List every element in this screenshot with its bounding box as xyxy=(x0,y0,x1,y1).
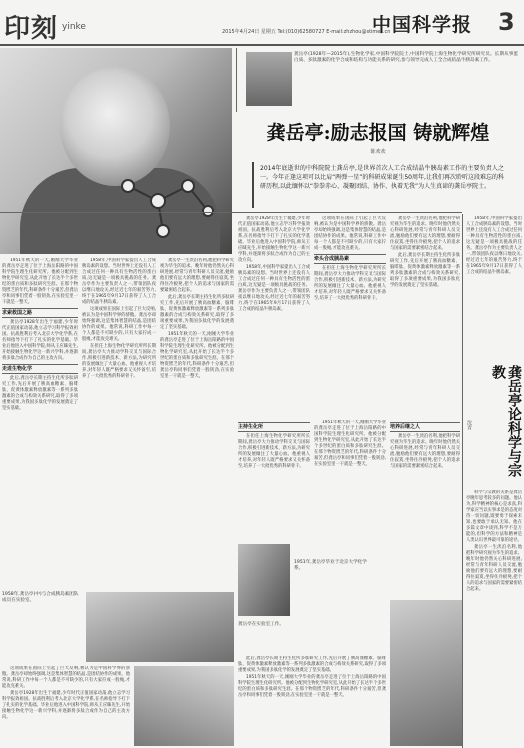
paragraph: 1958年,中国科学家提出人工合成胰岛素的设想。当时世界上还没有人工合成过任何一种具有生物活性的蛋白质,这无疑是一项极具挑战的任务。龚岳亭作为主要负责人之一,带领团队夜以继日地攻关,经过近七年的艰苦努力,终于在1965年9月17日获得了人工合成的结晶牛胰岛素。 xyxy=(238,265,310,312)
masthead-meta: 2015年4月24日 星期五 Tel:(010)62580727 E-mail:zhzhou@stimes.cn xyxy=(222,29,391,35)
paragraph: 龚岳亭一生淡泊名利,他把科学研究视为毕生的追求。晚年时他仍然关心科研进展,经常与青年科研人员交流,勉励他们要有远大的理想,要耐得住寂寞,坐得住冷板凳,把个人的追求与国家的需要紧密结合起来。 xyxy=(390,216,460,251)
article-column-2 xyxy=(82,258,156,588)
article-column-4 xyxy=(238,216,310,416)
paragraph: 龚岳亭一生淡泊名利,他把科学研究视为毕生的追求。晚年时他仍然关心科研进展,经常与青年科研人员交流,勉励他们要有远大的理想,要耐得住寂寞,坐得住冷板凳,把个人的追求与国家的需要紧密结合起来。 xyxy=(160,258,234,293)
lab-work-photo xyxy=(134,666,234,746)
article-column-9 xyxy=(314,420,386,540)
headline: 龚岳亭:励志报国 铸就辉煌 xyxy=(266,122,490,144)
paragraph: 科学与宗教的关系是龚岳亭晚年思考较多的问题。他认为,科学精神的核心是求真,科学家应当以实事求是的态度对待一切问题,既要勇于探索未知,也要敢于承认无知。他在多篇文章中谈到,科学不是万能的,但科学的方法和精神是人类认识世界最可靠的途径。 xyxy=(466,490,522,543)
page-number: 3 xyxy=(498,8,515,36)
lead-quote: 2014年底逝世的中科院院士龚岳亭,是世界首次人工合成结晶牛胰岛素工作的主要负责人之一。今年正逢这项可以比肩“两弹一星”的科研成果诞生50周年,让我们再次聆听这段难忘的科研历程,以此缅怀以“拳拳赤心、凝聚团结、协作、执着无我”为人生真谛的龚岳亭院士。 xyxy=(252,162,510,208)
side-article-body xyxy=(466,490,522,746)
side-article-author: 沈青 xyxy=(466,420,472,430)
article-column-11 xyxy=(2,666,130,746)
article-column-8 xyxy=(238,420,310,540)
section-heading: 主持生化所 xyxy=(238,422,310,432)
divider xyxy=(462,214,463,748)
article-column-1 xyxy=(2,258,78,588)
divider xyxy=(0,212,462,213)
paragraph: 1951年秋天的一天,刚刚大学毕业的龚岳亭走进了位于上海岳阳路的中国科学院生理生化研究所。他被分配到生物化学研究室,从此开始了长达半个多世纪的蛋白质和多肽研究生涯。在那个物资匮乏的年代,科研条件十分艰苦,但龚岳亭和同事们凭着一股韧劲,在实验室里一干就是一整天。 xyxy=(238,675,386,698)
paragraph: 1951年秋天的一天,刚刚大学毕业的龚岳亭走进了位于上海岳阳路的中国科学院生理生化研究所。他被分配到生物化学研究室,从此开始了长达半个多世纪的蛋白质和多肽研究生涯。在那个物资匮乏的年代,科研条件十分艰苦,但龚岳亭和同事们凭着一股韧劲,在实验室里一干就是一整天。 xyxy=(314,420,386,467)
newspaper-title: 中国科学报 xyxy=(372,14,473,36)
paragraph: 1958年,中国科学家提出人工合成胰岛素的设想。当时世界上还没有人工合成过任何一种具有生物活性的蛋白质,这无疑是一项极具挑战的任务。龚岳亭作为主要负责人之一,带领团队夜以继日地攻关,经过近七年的艰苦努力,终于在1965年9月17日获得了人工合成的结晶牛胰岛素。 xyxy=(466,216,522,275)
paragraph: 此后,龚岳亭长期主持生化所多肽研究工作,先后开展了胰高血糖素、脑啡肽、促黄体激素释放激素等一系列多肽激素的合成与构效关系研究,取得了多项重要成果,为我国多肽化学的发展奠定了坚实基础。 xyxy=(160,295,234,330)
photo-caption: 1951年,龚岳亭毕业于北京大学化学系。 xyxy=(294,560,367,572)
graduation-photo xyxy=(238,544,290,616)
paragraph: 龚岳亭一生淡泊名利,他把科学研究视为毕生的追求。晚年时他仍然关心科研进展,经常与青年科研人员交流,勉励他们要有远大的理想,要耐得住寂寞,坐得住冷板凳,把个人的追求与国家的需要紧密结合起来。 xyxy=(390,434,460,469)
article-column-7 xyxy=(466,216,522,356)
paragraph: 此后,龚岳亭长期主持生化所多肽研究工作,先后开展了胰高血糖素、脑啡肽、促黄体激素释放激素等一系列多肽激素的合成与构效关系研究,取得了多项重要成果,为我国多肽化学的发展奠定了坚实基础。 xyxy=(2,376,78,411)
paragraph: 1951年秋天的一天,刚刚大学毕业的龚岳亭走进了位于上海岳阳路的中国科学院生理生化研究所。他被分配到生物化学研究室,从此开始了长达半个多世纪的蛋白质和多肽研究生涯。在那个物资匮乏的年代,科研条件十分艰苦,但龚岳亭和同事们凭着一股韧劲,在实验室里一干就是一整天。 xyxy=(160,332,234,379)
intro-text: 龚岳亭(1928年—2015年),生物化学家,中国科学院院士,中国科学院上海生物化学研究所研究员。长期从事蛋白质、多肽激素的化学合成和结构与功能关系的研究,参与领导完成人工全合成结晶牛胰岛素工作。 xyxy=(294,52,518,64)
paragraph: 此后,龚岳亭长期主持生化所多肽研究工作,先后开展了胰高血糖素、脑啡肽、促黄体激素释放激素等一系列多肽激素的合成与构效关系研究,取得了多项重要成果,为我国多肽化学的发展奠定了坚实基础。 xyxy=(238,656,386,673)
paragraph: 这项成果在国际上引起了巨大反响,被认为是中国科学界的骄傲。龚岳亭却始终强调,这是集体智慧的结晶,是团结协作的成果。他常说,科研工作中每一个人都是不可缺少的,只有大家拧成一股绳,才能攻克难关。 xyxy=(314,216,386,251)
paragraph: 此后,龚岳亭长期主持生化所多肽研究工作,先后开展了胰高血糖素、脑啡肽、促黄体激素释放激素等一系列多肽激素的合成与构效关系研究,取得了多项重要成果,为我国多肽化学的发展奠定了坚实基础。 xyxy=(390,253,460,288)
article-column-12 xyxy=(238,656,386,746)
article-column-5 xyxy=(314,216,386,416)
article-column-10 xyxy=(390,420,460,540)
lab-team-photo xyxy=(86,592,234,662)
section-heading: 培养后继之人 xyxy=(390,422,460,432)
paragraph: 龚岳亭一生淡泊名利,他把科学研究视为毕生的追求。晚年时他仍然关心科研进展,经常与青年科研人员交流,勉励他们要有远大的理想,要耐得住寂寞,坐得住冷板凳,把个人的追求与国家的需要紧密结合起来。 xyxy=(466,545,522,592)
photo-caption: 龚岳亭在实验室工作。 xyxy=(238,622,284,627)
paragraph: 龚岳亭1928年出生于福建,少年时代正值国家动荡,他立志学习科学报效祖国。抗战胜利后考入北京大学化学系,在名师指导下打下了扎实的化学基础。毕业后他进入中国科学院,师从王应睐先生,开始接触生物化学这一新兴学科,并逐渐将多肽合成作为自己的主攻方向。 xyxy=(2,320,78,361)
divider xyxy=(236,48,237,112)
paragraph: 龚岳亭1928年出生于福建,少年时代正值国家动荡,他立志学习科学报效祖国。抗战胜利后考入北京大学化学系,在名师指导下打下了扎实的化学基础。毕业后他进入中国科学院,师从王应睐先生,开始接触生物化学这一新兴学科,并逐渐将多肽合成作为自己的主攻方向。 xyxy=(2,691,130,720)
section-subtitle: yinke xyxy=(62,22,86,32)
side-article-title: 龚岳亭论科学与宗教 xyxy=(490,365,522,477)
section-title: 印刻 xyxy=(4,14,59,44)
molecule-model-icon xyxy=(118,166,218,246)
byline: 陈欢欢 xyxy=(370,149,386,155)
paragraph: 1958年,中国科学家提出人工合成胰岛素的设想。当时世界上还没有人工合成过任何一种具有生物活性的蛋白质,这无疑是一项极具挑战的任务。龚岳亭作为主要负责人之一,带领团队夜以继日地攻关,经过近七年的艰苦努力,终于在1965年9月17日获得了人工合成的结晶牛胰岛素。 xyxy=(82,258,156,305)
section-heading: 牵头合成胰岛素 xyxy=(314,254,386,264)
paragraph: 1951年秋天的一天,刚刚大学毕业的龚岳亭走进了位于上海岳阳路的中国科学院生理生化研究所。他被分配到生物化学研究室,从此开始了长达半个多世纪的蛋白质和多肽研究生涯。在那个物资匮乏的年代,科研条件十分艰苦,但龚岳亭和同事们凭着一股韧劲,在实验室里一干就是一整天。 xyxy=(2,258,78,305)
section-heading: 走进生物化学 xyxy=(2,364,78,374)
molecule-model-photo xyxy=(390,600,462,746)
paragraph: 在担任上海生物化学研究所所长期间,龚岳亭大力推动学科交叉与国际合作,积极引进新技术、新方法,为研究所的发展倾注了大量心血。他重视人才培养,对年轻人既严格要求又关怀备至,培养了一大批优秀的科研骨干。 xyxy=(82,344,156,379)
hero-photo xyxy=(0,48,232,254)
paragraph: 龚岳亭1928年出生于福建,少年时代正值国家动荡,他立志学习科学报效祖国。抗战胜利后考入北京大学化学系,在名师指导下打下了扎实的化学基础。毕业后他进入中国科学院,师从王应睐先生,开始接触生物化学这一新兴学科,并逐渐将多肽合成作为自己的主攻方向。 xyxy=(238,216,310,263)
paragraph: 这项成果在国际上引起了巨大反响,被认为是中国科学界的骄傲。龚岳亭却始终强调,这是集体智慧的结晶,是团结协作的成果。他常说,科研工作中每一个人都是不可缺少的,只有大家拧成一股绳,才能攻克难关。 xyxy=(2,666,130,689)
article-column-3 xyxy=(160,258,234,588)
photo-caption: 1958年,龚岳亭(中)与合成胰岛素团队成员在实验室。 xyxy=(2,592,79,604)
article-column-6 xyxy=(390,216,460,416)
masthead-rule xyxy=(0,44,524,46)
paragraph: 在担任上海生物化学研究所所长期间,龚岳亭大力推动学科交叉与国际合作,积极引进新技术、新方法,为研究所的发展倾注了大量心血。他重视人才培养,对年轻人既严格要求又关怀备至,培养了一大批优秀的科研骨干。 xyxy=(314,266,386,301)
paragraph: 在担任上海生物化学研究所所长期间,龚岳亭大力推动学科交叉与国际合作,积极引进新技术、新方法,为研究所的发展倾注了大量心血。他重视人才培养,对年轻人既严格要求又关怀备至,培养了一大批优秀的科研骨干。 xyxy=(238,434,310,469)
section-heading: 求索救国之路 xyxy=(2,308,78,318)
paragraph: 这项成果在国际上引起了巨大反响,被认为是中国科学界的骄傲。龚岳亭却始终强调,这是集体智慧的结晶,是团结协作的成果。他常说,科研工作中每一个人都是不可缺少的,只有大家拧成一股绳,才能攻克难关。 xyxy=(82,307,156,342)
